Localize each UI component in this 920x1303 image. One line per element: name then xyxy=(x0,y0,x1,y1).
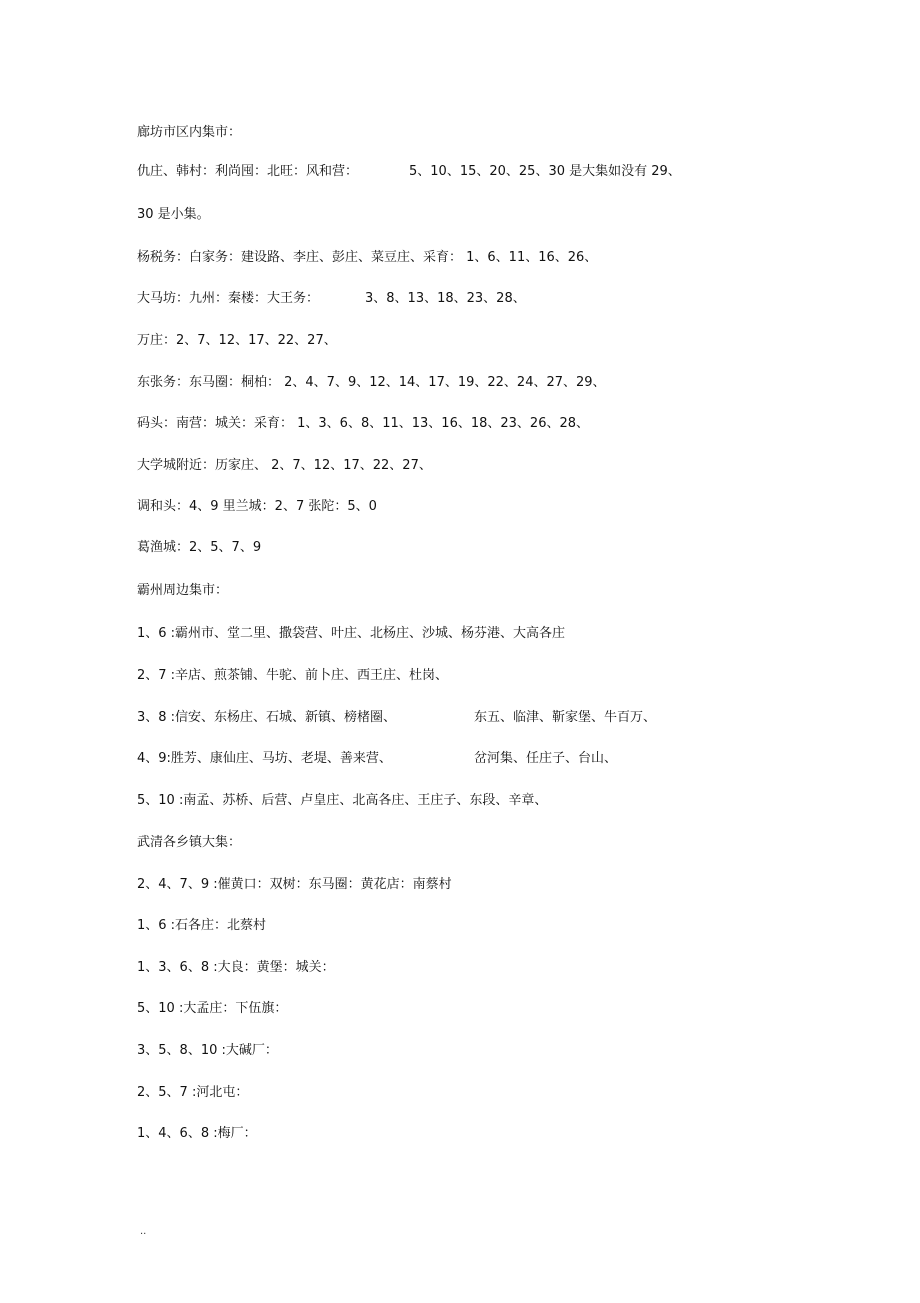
wuqing-line-3: 1、3、6、8 :大良：黄堡：城关： xyxy=(137,960,335,975)
bazhou-line-4-left: 4、9:胜芳、康仙庄、马坊、老堤、善来营、 xyxy=(137,751,392,766)
wuqing-line-4: 5、10 :大孟庄：下伍旗： xyxy=(137,1001,288,1016)
wuqing-heading: 武清各乡镇大集： xyxy=(137,835,242,850)
bazhou-line-4-right: 岔河集、任庄子、台山、 xyxy=(474,751,618,766)
wuqing-line-6: 2、5、7 :河北屯： xyxy=(137,1085,249,1100)
langfang-heading: 廊坊市区内集市： xyxy=(137,125,242,140)
bazhou-line-5: 5、10 :南孟、苏桥、后营、卢皇庄、北高各庄、王庄子、东段、辛章、 xyxy=(137,793,548,808)
langfang-line-9: 调和头：4、9 里兰城：2、7 张陀：5、0 xyxy=(137,499,377,514)
bazhou-heading: 霸州周边集市： xyxy=(137,583,229,598)
langfang-line-7: 码头：南营：城关：采育： 1、3、6、8、11、13、16、18、23、26、28、 xyxy=(137,416,590,431)
langfang-line-4-places: 大马坊：九州：秦楼：大王务： xyxy=(137,291,320,306)
bazhou-line-2: 2、7 :辛店、煎茶铺、牛驼、前卜庄、西王庄、杜岗、 xyxy=(137,668,449,683)
langfang-line-4-dates: 3、8、13、18、23、28、 xyxy=(365,291,526,306)
bazhou-line-1: 1、6 :霸州市、堂二里、撒袋营、叶庄、北杨庄、沙城、杨芬港、大高各庄 xyxy=(137,626,566,641)
langfang-line-10: 葛渔城：2、5、7、9 xyxy=(137,540,262,555)
langfang-line-2: 30 是小集。 xyxy=(137,207,210,222)
wuqing-line-1: 2、4、7、9 :催黄口：双树：东马圈：黄花店：南蔡村 xyxy=(137,877,452,892)
wuqing-line-2: 1、6 :石各庄：北蔡村 xyxy=(137,918,267,933)
langfang-line-8: 大学城附近：历家庄、 2、7、12、17、22、27、 xyxy=(137,458,432,473)
langfang-line-3: 杨税务：白家务：建设路、李庄、彭庄、菜豆庄、采育： 1、6、11、16、26、 xyxy=(137,250,598,265)
bazhou-line-3-left: 3、8 :信安、东杨庄、石城、新镇、榜楮圈、 xyxy=(137,710,397,725)
langfang-line-1-dates: 5、10、15、20、25、30 是大集如没有 29、 xyxy=(409,164,681,179)
langfang-line-6: 东张务：东马圈：桐柏： 2、4、7、9、12、14、17、19、22、24、27、29、 xyxy=(137,375,606,390)
langfang-line-5: 万庄：2、7、12、17、22、27、 xyxy=(137,333,337,348)
wuqing-line-5: 3、5、8、10 :大碱厂： xyxy=(137,1043,278,1058)
footer-mark: .. xyxy=(140,1226,147,1237)
langfang-line-1-places: 仇庄、韩村：利尚囤：北旺：风和营： xyxy=(137,164,359,179)
bazhou-line-3-right: 东五、临津、靳家堡、牛百万、 xyxy=(474,710,657,725)
wuqing-line-7: 1、4、6、8 :梅厂： xyxy=(137,1126,257,1141)
